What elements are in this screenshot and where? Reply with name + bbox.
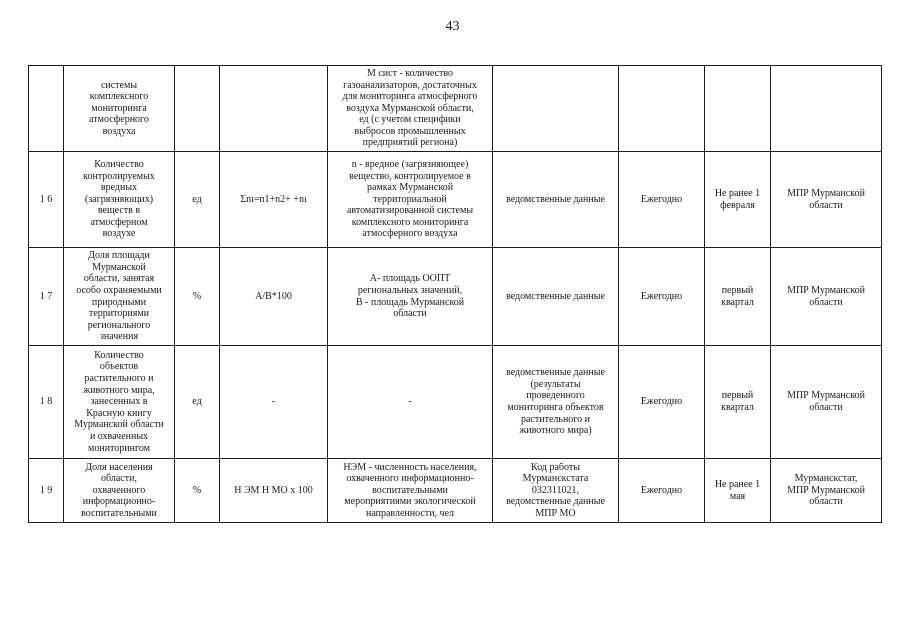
responsible-cell: МПР Мурманской области [771, 346, 882, 459]
formula-cell: Н ЭМ Н МО х 100 [220, 459, 328, 523]
indicator-name-cell: Количество объектов растительного и животного мира, занесенных в Красную книгу Мурманской области и охваченных мониторингом [64, 346, 175, 459]
definition-cell: - [328, 346, 493, 459]
table-row [29, 346, 882, 459]
deadline-cell [705, 66, 771, 152]
frequency-cell: Ежегодно [619, 152, 705, 248]
table-row [29, 66, 882, 152]
page-number: 43 [445, 19, 460, 34]
unit-cell: ед [175, 152, 220, 248]
deadline-cell: Не ранее 1 мая [705, 459, 771, 523]
deadline-cell: Не ранее 1 февраля [705, 152, 771, 248]
definition-cell: M сист - количество газоанализаторов, достаточных для мониторинга атмосферного воздуха Мурманской области, ед (с учетом специфики выбросов промышленных предприятий региона) [328, 66, 493, 152]
indicator-name-cell: системы комплексного мониторинга атмосферного воздуха [64, 66, 175, 152]
responsible-cell: МПР Мурманской области [771, 152, 882, 248]
definition-cell: НЭМ - численность населения, охваченного информационно- воспитательными мероприятиями экологической направленности, чел [328, 459, 493, 523]
responsible-cell: МПР Мурманской области [771, 248, 882, 346]
source-cell: Код работы Мурманскстата 032311021, ведомственные данные МПР МО [493, 459, 619, 523]
frequency-cell: Ежегодно [619, 459, 705, 523]
unit-cell [175, 66, 220, 152]
frequency-cell: Ежегодно [619, 346, 705, 459]
indicator-name-cell: Доля населения области, охваченного информационно- воспитательными [64, 459, 175, 523]
table-row [29, 248, 882, 346]
responsible-cell [771, 66, 882, 152]
formula-cell [220, 66, 328, 152]
responsible-cell: Мурманскстат, МПР Мурманской области [771, 459, 882, 523]
row-number-cell [29, 66, 64, 152]
unit-cell: % [175, 248, 220, 346]
table-row [29, 152, 882, 248]
deadline-cell: первый квартал [705, 346, 771, 459]
row-number-cell: 1 8 [29, 346, 64, 459]
row-number-cell: 1 6 [29, 152, 64, 248]
indicator-name-cell: Количество контролируемых вредных (загрязняющих) веществ в атмосферном воздухе [64, 152, 175, 248]
formula-cell: Σnı=n1+n2+ +nı [220, 152, 328, 248]
frequency-cell [619, 66, 705, 152]
definition-cell: А- площадь ООПТ региональных значений, В - площадь Мурманской области [328, 248, 493, 346]
table-row [29, 459, 882, 523]
source-cell: ведомственные данные [493, 152, 619, 248]
indicators-table [28, 65, 882, 523]
source-cell [493, 66, 619, 152]
source-cell: ведомственные данные [493, 248, 619, 346]
row-number-cell: 1 7 [29, 248, 64, 346]
formula-cell: - [220, 346, 328, 459]
unit-cell: ед [175, 346, 220, 459]
frequency-cell: Ежегодно [619, 248, 705, 346]
definition-cell: n - вредное (загрязняющее) вещество, контролируемое в рамках Мурманской территориальной автоматизированной системы комплексного мониторинга атмосферного воздуха [328, 152, 493, 248]
source-cell: ведомственные данные (результаты проведенного мониторинга объектов растительного и животного мира) [493, 346, 619, 459]
unit-cell: % [175, 459, 220, 523]
indicator-name-cell: Доля площади Мурманской области, занятая особо охраняемыми природными территориями регионального значения [64, 248, 175, 346]
row-number-cell: 1 9 [29, 459, 64, 523]
deadline-cell: первый квартал [705, 248, 771, 346]
formula-cell: А/В*100 [220, 248, 328, 346]
